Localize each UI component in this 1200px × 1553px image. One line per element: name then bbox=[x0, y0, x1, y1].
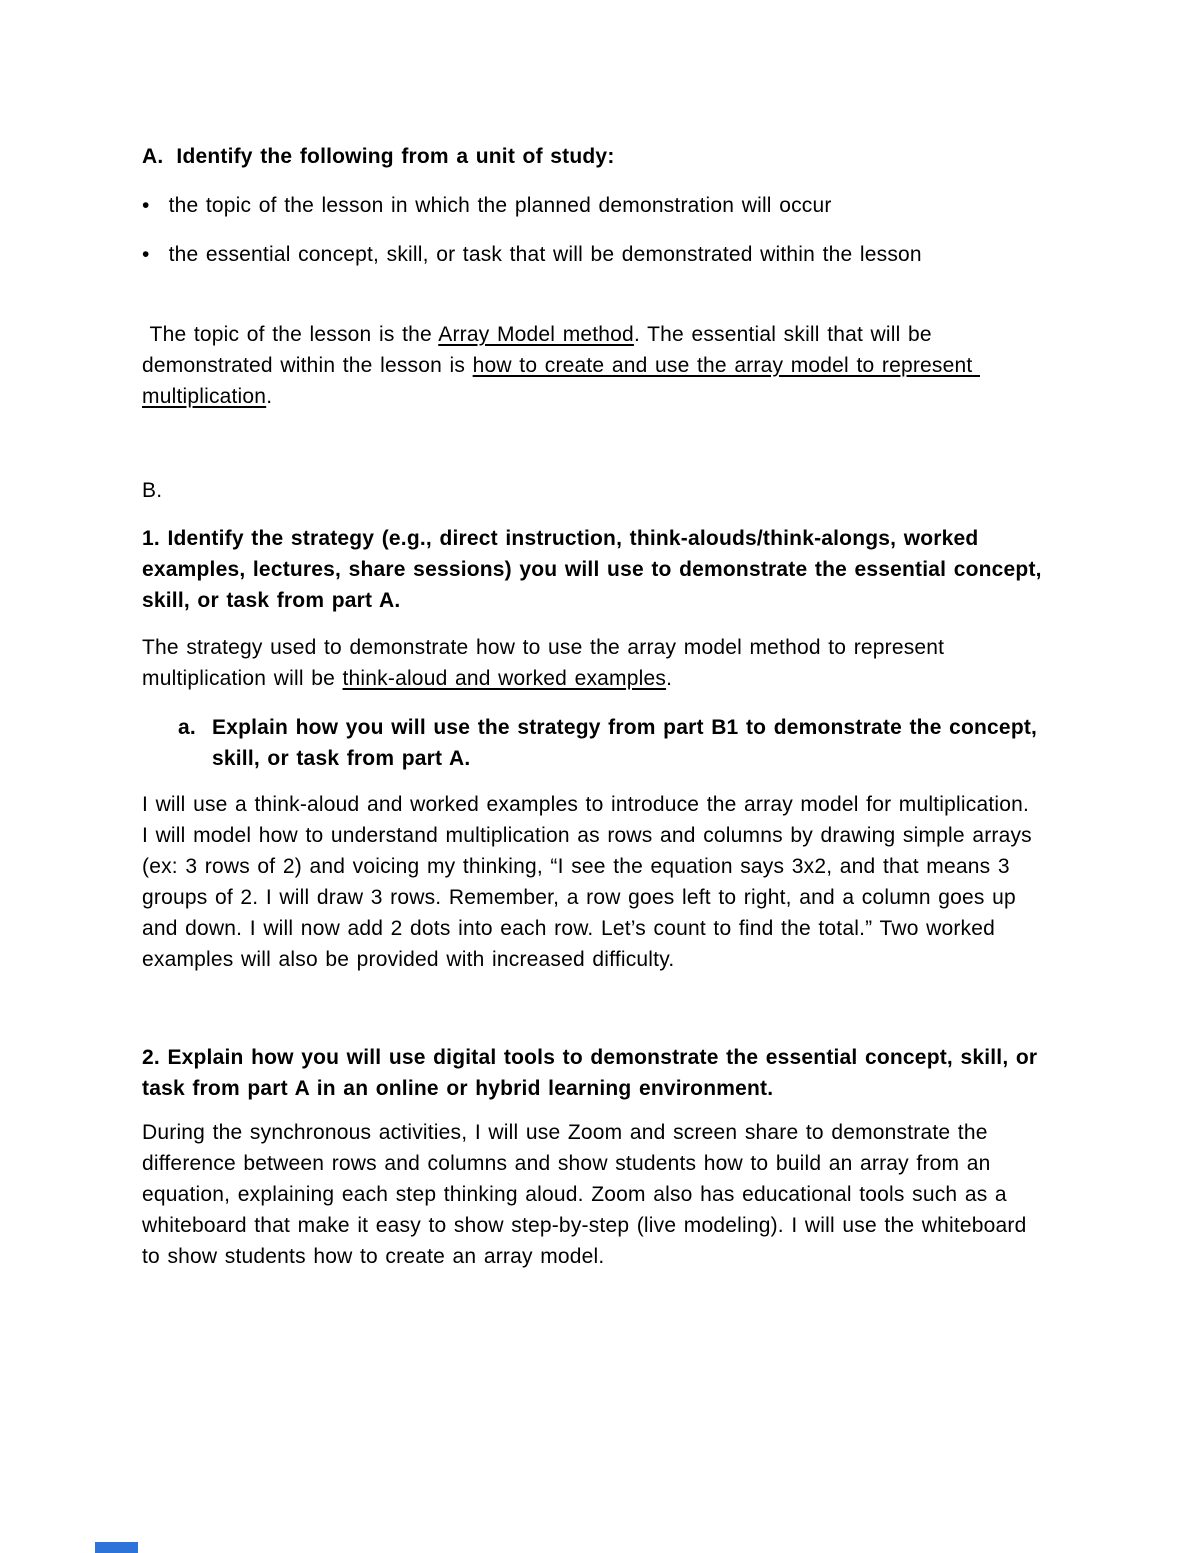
question-1a-label: a. bbox=[178, 716, 196, 739]
bullet-icon: • bbox=[142, 194, 150, 217]
bullet-text: the topic of the lesson in which the planned demonstration will occur bbox=[168, 194, 832, 217]
question-2-heading: 2. Explain how you will use digital tools to demonstrate the essential concept, skill, or task from part A in an online or hybrid learning environment. bbox=[142, 1046, 1045, 1100]
next-page-edge bbox=[95, 1542, 138, 1553]
answer-text: . The essential skill that will be demonstrated within the lesson is bbox=[142, 323, 940, 377]
section-a-label: A. bbox=[142, 145, 164, 168]
underlined-phrase: think-aloud and worked examples bbox=[342, 667, 667, 690]
question-1-heading: 1. Identify the strategy (e.g., direct instruction, think-alouds/think-alongs, worked examples, lectures, share sessions) you will use to demonstrate the essential concept, skill, or task from part A. bbox=[142, 527, 1050, 612]
bullet-item bbox=[142, 239, 1042, 270]
underlined-phrase: Array Model method bbox=[438, 323, 634, 346]
bullet-text: the essential concept, skill, or task that will be demonstrated within the lesson bbox=[168, 243, 922, 266]
answer-text: . bbox=[666, 667, 673, 690]
section-a-heading-text: Identify the following from a unit of study: bbox=[176, 145, 615, 168]
section-a-heading bbox=[142, 141, 1042, 172]
bullet-icon: • bbox=[142, 243, 150, 266]
question-1a-heading-text: Explain how you will use the strategy from part B1 to demonstrate the concept, skill, or task from part A. bbox=[212, 716, 1045, 770]
section-a-answer bbox=[142, 319, 1042, 412]
question-2-answer: During the synchronous activities, I will use Zoom and screen share to demonstrate the difference between rows and columns and show students how to build an array from an equation, explaining each step thinking aloud. Zoom also has educational tools such as a whiteboard that make it easy to show step-by-step (live modeling). I will use the whiteboard to show students how to create an array model. bbox=[142, 1121, 1035, 1268]
bullet-item bbox=[142, 190, 1042, 221]
question-1a-heading bbox=[178, 712, 1045, 774]
question-1a-answer: I will use a think-aloud and worked examples to introduce the array model for multiplication. I will model how to understand multiplication as rows and columns by drawing simple arrays (ex: 3 rows of 2) and voicing my thinking, “I see the equation says 3x2, and that means 3 groups of 2. I will draw 3 rows. Remember, a row goes left to right, and a column goes up and down. I will now add 2 dots into each row. Let’s count to find the total.” Two worked examples will also be provided with increased difficulty. bbox=[142, 793, 1040, 971]
section-b-label: B. bbox=[142, 479, 163, 502]
answer-text: The topic of the lesson is the bbox=[142, 323, 439, 346]
answer-text: The strategy used to demonstrate how to use the array model method to represent multiplication will be bbox=[142, 636, 952, 690]
underlined-phrase: how to create and use the array model to represent multiplication bbox=[142, 354, 980, 408]
question-1-answer bbox=[142, 632, 1042, 694]
answer-text: . bbox=[266, 385, 273, 408]
